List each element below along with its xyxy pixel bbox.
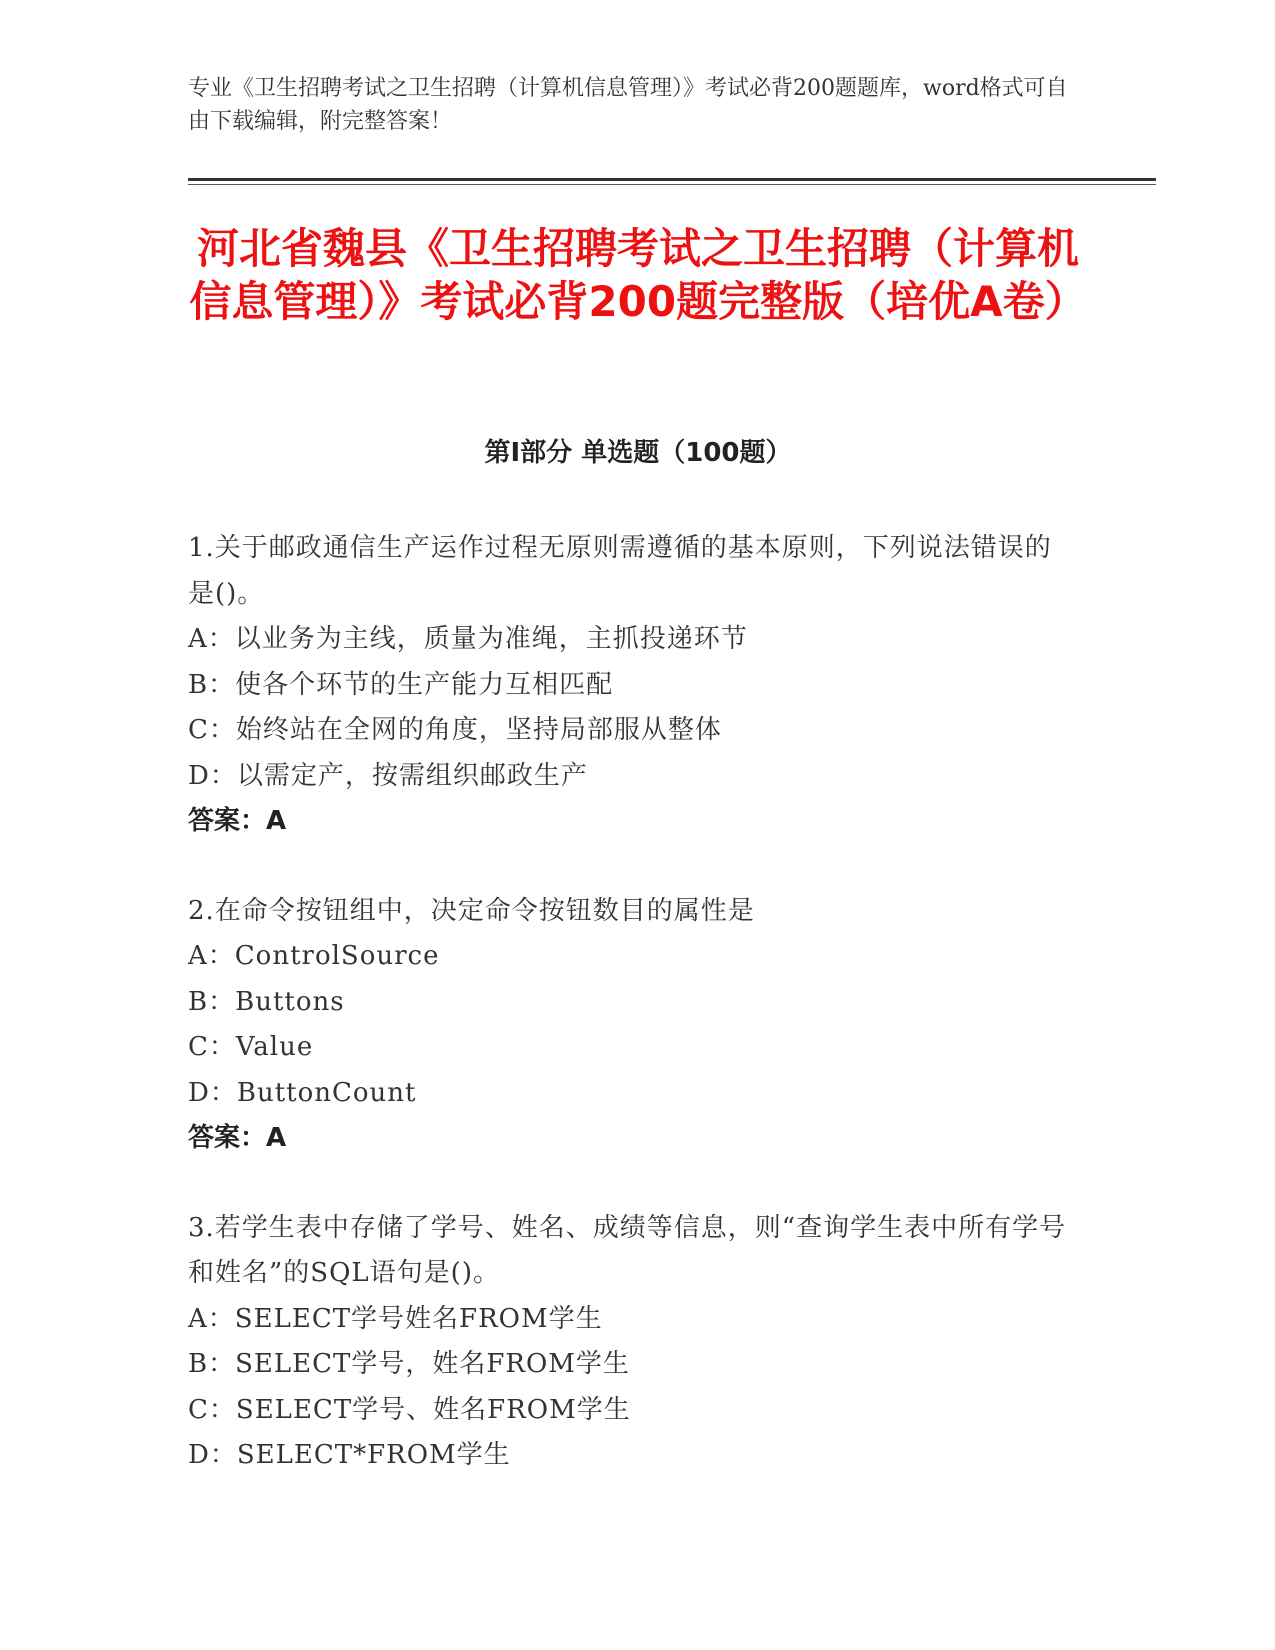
header-divider-thin [188, 184, 1156, 185]
question-stem: 3.若学生表中存储了学号、姓名、成绩等信息，则“查询学生表中所有学号和姓名”的SQL语句是()。 [188, 1212, 1067, 1288]
answer-line: 答案：A [188, 1123, 287, 1153]
option-a: A：SELECT学号姓名FROM学生 [188, 1303, 603, 1334]
answer-line: 答案：A [188, 806, 287, 836]
option-d: D：以需定产，按需组织邮政生产 [188, 760, 588, 791]
option-b: B：Buttons [188, 986, 345, 1017]
option-d: D：SELECT*FROM学生 [188, 1440, 511, 1470]
question-list [188, 526, 1068, 1523]
question-3 [188, 1206, 1068, 1479]
question-2 [188, 889, 1068, 1162]
option-d: D：ButtonCount [188, 1077, 417, 1108]
option-b: B：使各个环节的生产能力互相匹配 [188, 669, 614, 700]
document-title: 河北省魏县《卫生招聘考试之卫生招聘（计算机信息管理）》考试必背200题完整版（培优A卷） [189, 224, 1087, 326]
option-c: C：Value [188, 1032, 314, 1062]
header-divider-thick [188, 178, 1156, 181]
option-a: A：ControlSource [188, 941, 440, 971]
header-note: 专业《卫生招聘考试之卫生招聘（计算机信息管理）》考试必背200题题库，word格式可自由下载编辑，附完整答案！ [188, 76, 1068, 134]
option-a: A：以业务为主线，质量为准绳，主抓投递环节 [188, 624, 748, 654]
question-stem: 1.关于邮政通信生产运作过程无原则需遵循的基本原则，下列说法错误的是()。 [188, 533, 1052, 609]
question-stem: 2.在命令按钮组中，决定命令按钮数目的属性是 [188, 895, 755, 926]
option-b: B：SELECT学号，姓名FROM学生 [188, 1349, 630, 1379]
option-c: C：始终站在全网的角度，坚持局部服从整体 [188, 715, 722, 745]
question-1 [188, 526, 1068, 845]
option-c: C：SELECT学号、姓名FROM学生 [188, 1394, 631, 1425]
section-title: 第I部分 单选题（100题） [484, 438, 792, 468]
